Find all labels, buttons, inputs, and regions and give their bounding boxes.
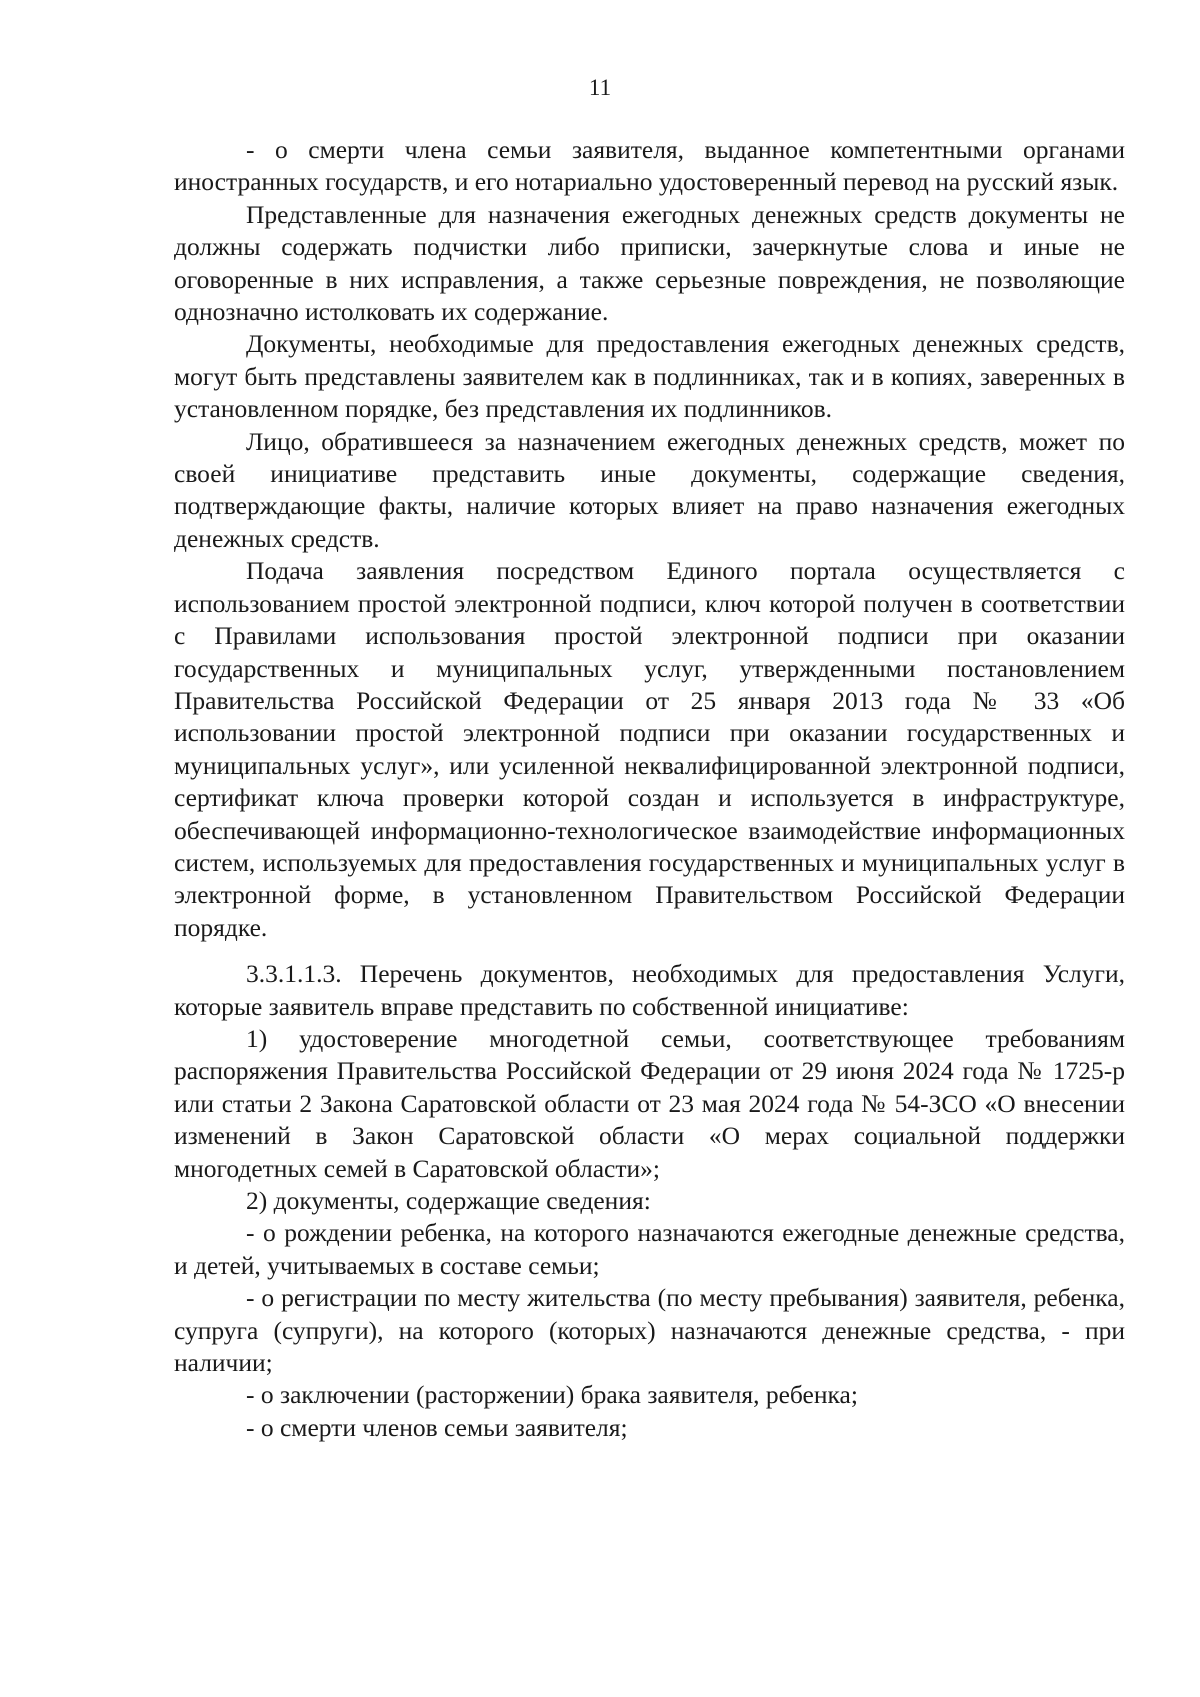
sub-item-death-of-family-members: - о смерти членов семьи заявителя; <box>246 1412 628 1442</box>
sub-item-marriage: - о заключении (расторжении) брака заявителя, ребенка; <box>246 1380 858 1410</box>
sub-item-registration: - о регистрации по месту жительства (по месту пребывания) заявителя, ребенка, супруга (супруги), на которого (которых) назначаются денежные средства, - при наличии; <box>174 1283 1125 1378</box>
paragraph-originals-or-copies: Документы, необходимые для предоставления ежегодных денежных средств, могут быть представлены заявителем как в подлинниках, так и в копиях, заверенных в установленном порядке, без представления их подлинников. <box>174 329 1125 424</box>
paragraph-foreign-death-certificate: - о смерти члена семьи заявителя, выданное компетентными органами иностранных государств, и его нотариально удостоверенный перевод на русский язык. <box>174 135 1125 197</box>
list-item-1-large-family-certificate: 1) удостоверение многодетной семьи, соответствующее требованиям распоряжения Правительства Российской Федерации от 29 июня 2024 года № 1725-р или статьи 2 Закона Саратовской области от 23 мая 2024 года № 54-ЗСО «О внесении изменений в Закон Саратовской области «О мерах социальной поддержки многодетных семей в Саратовской области»; <box>174 1023 1125 1183</box>
paragraph-document-requirements: Представленные для назначения ежегодных денежных средств документы не должны содержать подчистки либо приписки, зачеркнутые слова и иные не оговоренные в них исправления, а также серьезные повреждения, не позволяющие однозначно истолковать их содержание. <box>174 199 1125 327</box>
section-heading-3-3-1-1-3: 3.3.1.1.3. Перечень документов, необходимых для предоставления Услуги, которые заявитель вправе представить по собственной инициативе: <box>174 959 1125 1021</box>
paragraph-electronic-signature: Подача заявления посредством Единого портала осуществляется с использованием простой электронной подписи, ключ которой получен в соответствии с Правилами использования простой электронной подписи при оказании государственных и муниципальных услуг, утвержденными постановлением Правительства Российской Федерации от 25 января 2013 года № 33 «Об использовании простой электронной подписи при оказании государственных и муниципальных услуг», или усиленной неквалифицированной электронной подписи, сертификат ключа проверки которой создан и используется в инфраструктуре, обеспечивающей информационно-технологическое взаимодействие информационных систем, используемых для предоставления государственных и муниципальных услуг в электронной форме, в установленном Правительством Российской Федерации порядке. <box>174 556 1125 942</box>
document-body <box>174 134 1125 1444</box>
list-item-2-documents-with-info: 2) документы, содержащие сведения: <box>246 1186 651 1215</box>
page-number: 11 <box>588 75 612 100</box>
sub-item-child-birth: - о рождении ребенка, на которого назначаются ежегодные денежные средства, и детей, учитываемых в составе семьи; <box>174 1218 1125 1280</box>
paragraph-additional-documents: Лицо, обратившееся за назначением ежегодных денежных средств, может по своей инициативе представить иные документы, содержащие сведения, подтверждающие факты, наличие которых влияет на право назначения ежегодных денежных средств. <box>174 426 1125 553</box>
